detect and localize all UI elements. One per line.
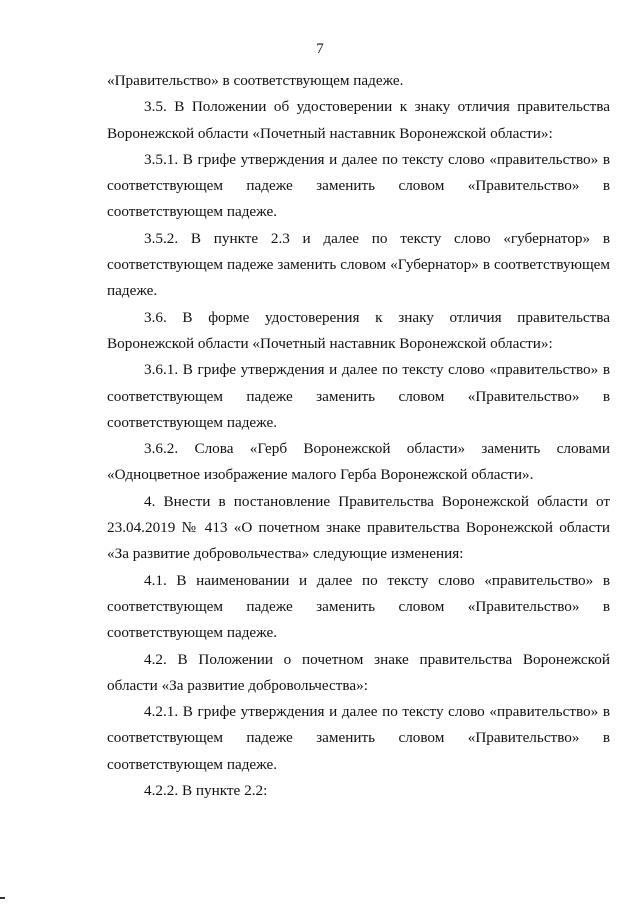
text-line: 3.5.2. В пункте 2.3 и далее по тексту слово «губернатор» в: [144, 229, 610, 247]
word: словом: [398, 597, 445, 615]
paragraph: [107, 94, 610, 120]
word: «Правительство»: [467, 597, 580, 615]
word: «Правительство»: [467, 387, 580, 405]
text-line: 3.5.1. В грифе утверждения и далее по тексту слово «правительство» в: [144, 150, 610, 168]
spread-line: [107, 173, 610, 199]
paragraph-continuation: [107, 752, 610, 778]
text-line: Воронежской области «Почетный наставник Воронежской области»:: [107, 334, 553, 352]
paragraph: [107, 357, 610, 383]
word: соответствующем: [107, 177, 224, 195]
word: заменить: [316, 729, 376, 747]
text-line: «Одноцветное изображение малого Герба Воронежской области».: [107, 466, 534, 484]
paragraph-continuation: [107, 541, 610, 567]
text-line: 3.6.1. В грифе утверждения и далее по тексту слово «правительство» в: [144, 361, 610, 379]
word: в: [602, 387, 610, 405]
word: в: [602, 177, 610, 195]
word: заменить: [316, 597, 376, 615]
text-line: соответствующем падеже.: [107, 624, 277, 642]
word: заменить: [316, 177, 376, 195]
text-line: 4.1. В наименовании и далее по тексту слово «правительство» в: [144, 571, 610, 589]
paragraph-continuation: [107, 199, 610, 225]
word: «Правительство»: [467, 177, 580, 195]
paragraph: [107, 647, 610, 673]
document-body: [107, 68, 610, 804]
paragraph: [107, 147, 610, 173]
paragraph-continuation: [107, 410, 610, 436]
spread-line: [107, 384, 610, 410]
text-line: «За развитие добровольчества» следующие изменения:: [107, 545, 464, 563]
text-line: 3.6.2. Слова «Герб Воронежской области» заменить словами: [144, 440, 610, 458]
text-line: 3.5. В Положении об удостоверении к знаку отличия правительства: [144, 98, 610, 116]
text-line: области «За развитие добровольчества»:: [107, 676, 368, 694]
word: соответствующем: [107, 729, 224, 747]
paragraph-continuation: [107, 620, 610, 646]
text-line: соответствующем падеже.: [107, 203, 277, 221]
text-line: соответствующем падеже.: [107, 413, 277, 431]
text-line: 4. Внести в постановление Правительства Воронежской области от: [144, 492, 610, 510]
word: падеже: [246, 177, 293, 195]
paragraph-continuation: [107, 673, 610, 699]
word: в: [602, 729, 610, 747]
word: падеже: [246, 597, 293, 615]
text-line: 3.6. В форме удостоверения к знаку отличия правительства: [144, 308, 610, 326]
word: соответствующем: [107, 387, 224, 405]
paragraph-continuation: [107, 515, 610, 541]
text-line: соответствующем падеже.: [107, 755, 277, 773]
word: «Правительство»: [467, 729, 580, 747]
text-line: соответствующем падеже заменить словом «Губернатор» в соответствующем: [107, 256, 610, 274]
word: падеже: [246, 387, 293, 405]
paragraph-continuation: [107, 121, 610, 147]
paragraph: [107, 436, 610, 462]
paragraph: [107, 699, 610, 725]
word: соответствующем: [107, 597, 224, 615]
paragraph-continuation: [107, 278, 610, 304]
text-line: 23.04.2019 № 413 «О почетном знаке правительства Воронежской области: [107, 519, 610, 537]
paragraph-continuation: [107, 252, 610, 278]
paragraph-continuation: [107, 331, 610, 357]
word: словом: [398, 177, 445, 195]
word: словом: [398, 729, 445, 747]
word: падеже: [246, 729, 293, 747]
text-line: 4.2.1. В грифе утверждения и далее по тексту слово «правительство» в: [144, 703, 610, 721]
word: в: [602, 597, 610, 615]
text-line: падеже.: [107, 282, 158, 300]
paragraph-continuation: [107, 462, 610, 488]
scan-mark: [0, 897, 5, 899]
text-line: 4.2. В Положении о почетном знаке правительства Воронежской: [144, 650, 610, 668]
paragraph: [107, 778, 610, 804]
spread-line: [107, 725, 610, 751]
spread-line: [107, 594, 610, 620]
text-line: 4.2.2. В пункте 2.2:: [144, 782, 268, 800]
paragraph: [107, 489, 610, 515]
word: заменить: [316, 387, 376, 405]
paragraph: [107, 568, 610, 594]
paragraph: [107, 68, 610, 94]
paragraph: [107, 305, 610, 331]
text-line: «Правительство» в соответствующем падеже.: [107, 72, 404, 89]
paragraph: [107, 226, 610, 252]
text-line: Воронежской области «Почетный наставник Воронежской области»:: [107, 124, 553, 142]
word: словом: [398, 387, 445, 405]
page-number: 7: [316, 41, 324, 57]
